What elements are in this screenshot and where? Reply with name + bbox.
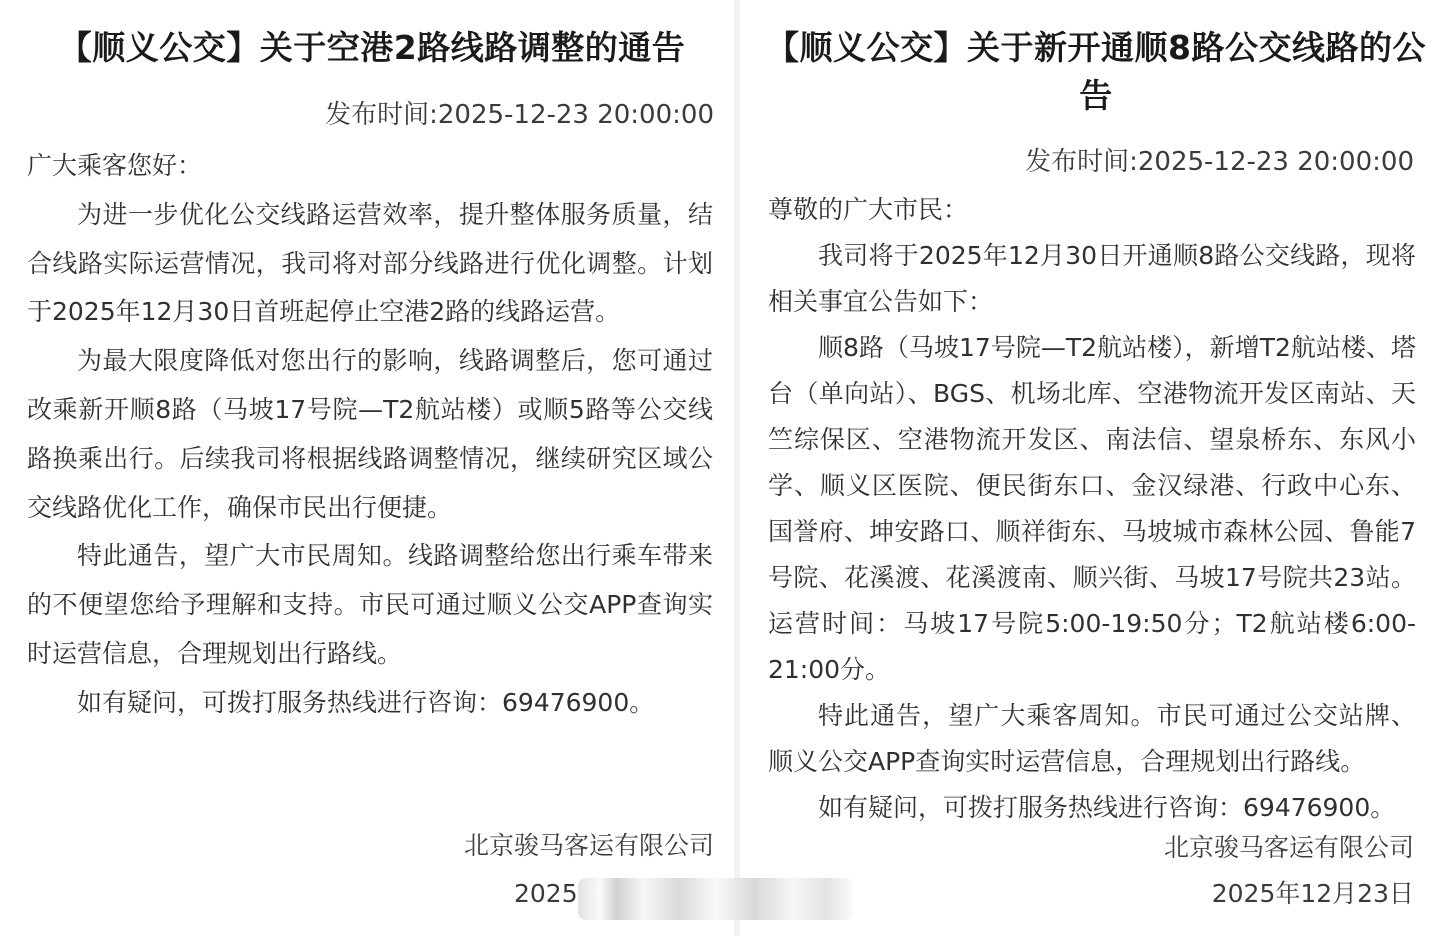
notice-paragraph: 顺8路（马坡17号院—T2航站楼），新增T2航站楼、塔台（单向站）、BGS、机场北库、空港物流开发区南站、天竺综保区、空港物流开发区、南法信、望泉桥东、东风小学、顺义区医院、便民街东口、金汉绿港、行政中心东、国誉府、坤安路口、顺祥街东、马坡城市森林公园、鲁能7号院、花溪渡、花溪渡南、顺兴街、马坡17号院共23站。运营时间：马坡17号院5:00-19:50分；T2航站楼6:00-21:00分。 bbox=[768, 333, 1416, 684]
notice-body bbox=[768, 187, 1416, 831]
issue-date: 2025 bbox=[514, 879, 578, 908]
notice-paragraph: 如有疑问，可拨打服务热线进行咨询：69476900。 bbox=[818, 793, 1396, 822]
notice-paragraph: 特此通告，望广大市民周知。线路调整给您出行乘车带来的不便望您给予理解和支持。市民可通过顺义公交APP查询实时运营信息，合理规划出行路线。 bbox=[27, 541, 713, 668]
greeting: 广大乘客您好： bbox=[27, 151, 203, 180]
notice-paragraph: 特此通告，望广大乘客周知。市民可通过公交站牌、顺义公交APP查询实时运营信息，合理规划出行路线。 bbox=[768, 701, 1416, 776]
notice-paragraph: 为进一步优化公交线路运营效率，提升整体服务质量，结合线路实际运营情况，我司将对部分线路进行优化调整。计划于2025年12月30日首班起停止空港2路的线路运营。 bbox=[27, 199, 713, 327]
issuer-company: 北京骏马客运有限公司 bbox=[463, 831, 714, 860]
notice-paragraph: 我司将于2025年12月30日开通顺8路公交线路，现将相关事宜公告如下： bbox=[768, 241, 1416, 316]
greeting: 尊敬的广大市民： bbox=[768, 195, 969, 224]
notice-title: 【顺义公交】关于空港2路线路调整的通告 bbox=[58, 28, 686, 67]
watermark-blur-overlay bbox=[578, 878, 854, 920]
notice-right-panel bbox=[740, 0, 1440, 936]
publish-time: 发布时间:2025-12-23 20:00:00 bbox=[325, 100, 714, 130]
notice-paragraph: 如有疑问，可拨打服务热线进行咨询：69476900。 bbox=[77, 687, 655, 717]
issuer-company: 北京骏马客运有限公司 bbox=[1163, 833, 1414, 862]
notice-body bbox=[27, 142, 713, 728]
notice-title: 【顺义公交】关于新开通顺8路公交线路的公告 bbox=[766, 28, 1426, 115]
issue-date: 2025年12月23日 bbox=[1211, 879, 1414, 908]
notice-paragraph: 为最大限度降低对您出行的影响，线路调整后，您可通过改乘新开顺8路（马坡17号院—T2航站楼）或顺5路等公交线路换乘出行。后续我司将根据线路调整情况，继续研究区域公交线路优化工作，确保市民出行便捷。 bbox=[27, 346, 713, 522]
publish-time: 发布时间:2025-12-23 20:00:00 bbox=[1025, 147, 1414, 177]
